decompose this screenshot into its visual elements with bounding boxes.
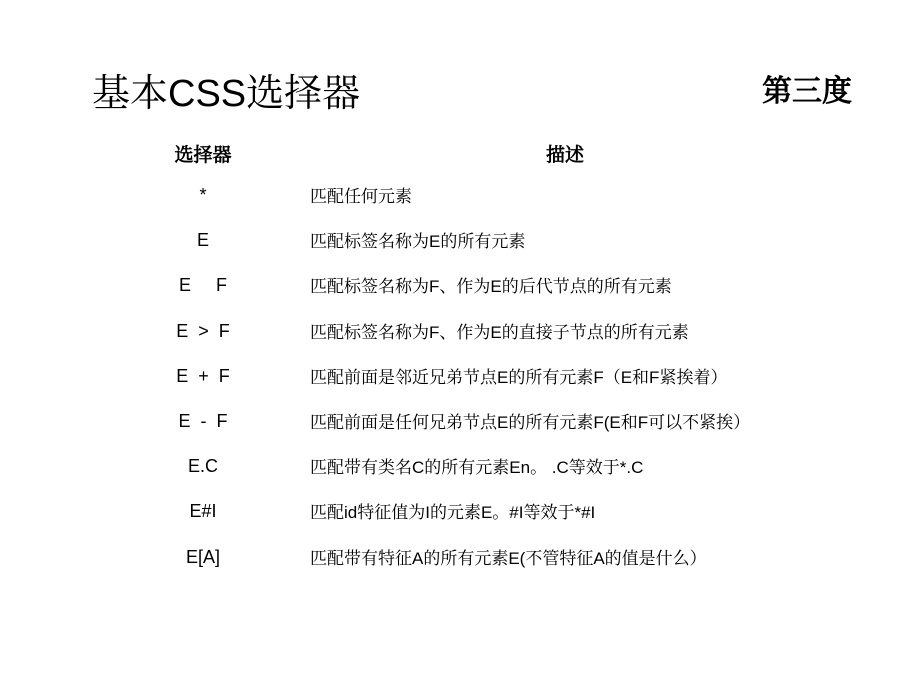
selector-cell: E > F (176, 320, 230, 341)
description-cell: 匹配带有特征A的所有元素E(不管特征A的值是什么） (310, 548, 707, 568)
table-row (0, 316, 900, 361)
description-cell: 匹配标签名称为F、作为E的后代节点的所有元素 (310, 277, 672, 297)
selector-cell: E (196, 230, 209, 251)
table-row (0, 180, 900, 225)
selector-cell: * (199, 185, 207, 205)
description-cell: 匹配id特征值为I的元素E。#I等效于*#I (310, 503, 596, 523)
selector-column-header: 选择器 (174, 145, 232, 166)
description-cell: 匹配前面是任何兄弟节点E的所有元素F(E和F可以不紧挨） (310, 412, 751, 432)
selector-cell: E - F (178, 410, 228, 431)
selector-cell: E.C (187, 456, 218, 477)
table-row (0, 361, 900, 406)
selector-cell: E[A] (185, 546, 220, 567)
description-cell: 匹配带有类名C的所有元素En。 .C等效于*.C (310, 458, 644, 478)
description-cell: 匹配标签名称为F、作为E的直接子节点的所有元素 (310, 322, 689, 342)
selector-cell: E#I (189, 501, 217, 522)
table-row (0, 270, 900, 315)
selector-cell: E + F (176, 365, 230, 386)
table-row (0, 496, 900, 541)
table-row (0, 225, 900, 270)
description-column-header: 描述 (545, 145, 584, 166)
selector-table (0, 180, 900, 587)
description-cell: 匹配任何元素 (310, 187, 412, 206)
table-row (0, 542, 900, 587)
description-cell: 匹配前面是邻近兄弟节点E的所有元素F（E和F紧挨着） (310, 367, 728, 387)
description-cell: 匹配标签名称为E的所有元素 (310, 232, 526, 252)
table-row (0, 406, 900, 451)
table-row (0, 451, 900, 496)
brand-label: 第三度 (762, 75, 852, 108)
selector-cell: E F (178, 275, 227, 296)
slide-title: 基本CSS选择器 (92, 73, 361, 115)
